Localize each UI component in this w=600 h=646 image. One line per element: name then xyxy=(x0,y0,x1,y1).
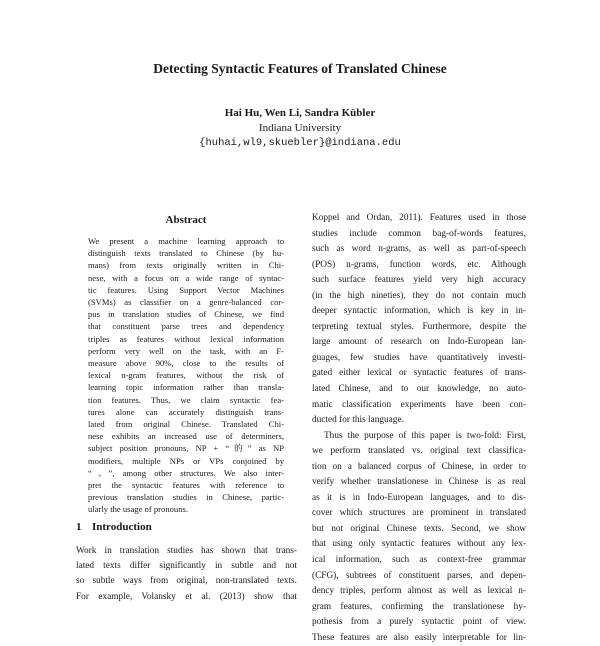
abstract-line: tures alone can accurately distinguish trans- xyxy=(88,406,284,417)
paragraph-line: dency triples, perform almost as well as lexical n- xyxy=(312,586,526,597)
abstract-line: mans) from texts originally written in Chi- xyxy=(88,260,284,271)
paragraph-line: These features are also easily interpretable for lin- xyxy=(312,632,526,643)
abstract-line: (SVMs) as classifier on a genre-balanced cor- xyxy=(88,297,284,308)
paragraph-line: pothesis from a purely syntactic point of view. xyxy=(312,617,526,628)
abstract-line: perform very well on the task, with an F- xyxy=(88,345,284,356)
intro-line: Work in translation studies has shown that trans- xyxy=(76,546,297,556)
abstract-line: ularly the usage of pronouns. xyxy=(88,504,188,515)
paragraph-line: lated Chinese, and to our knowledge, no auto- xyxy=(312,384,526,395)
paragraph-line: studies include common bag-of-words features, xyxy=(312,228,526,239)
abstract-line: modifiers, multiple NPs or VPs conjoined by xyxy=(88,455,284,466)
paragraph-line: large amount of research on Indo-European lan- xyxy=(312,337,526,348)
paragraph-line: such surface features yield very high accuracy xyxy=(312,275,526,286)
paragraph-line: terpreting textual styles. Furthermore, despite the xyxy=(312,321,526,332)
introduction-body xyxy=(76,544,297,605)
abstract-line: pret the syntactic features with reference to xyxy=(88,480,284,491)
abstract-body xyxy=(88,235,284,516)
section-number: 1 xyxy=(76,521,82,533)
paragraph-line: tion on a balanced corpus of Chinese, in order to xyxy=(312,461,526,472)
paragraph-line: but not original Chinese texts. Second, we show xyxy=(312,523,526,534)
abstract-line: nese exhibits an increased use of determiners, xyxy=(88,431,284,442)
paragraph-line: ical information, such as context-free grammar xyxy=(312,555,526,566)
right-column-paragraph-1 xyxy=(312,211,526,429)
abstract-line: nese, with a focus on a wide range of syntac- xyxy=(88,272,284,283)
author-names: Hai Hu, Wen Li, Sandra Kübler xyxy=(224,107,376,119)
intro-line: so subtle ways from original, non-translated texts. xyxy=(76,576,297,587)
paragraph-line: that using only syntactic features without any lex- xyxy=(312,539,526,550)
section-title: Introduction xyxy=(92,521,152,533)
paragraph-line: deeper syntactic information, which is key in in- xyxy=(312,306,526,317)
abstract-line: distinguish texts translated to Chinese (by hu- xyxy=(88,248,284,259)
abstract-line: pus in translation studies of Chinese, we find xyxy=(88,309,284,320)
abstract-line: “、”, among other structures. We also inter- xyxy=(88,467,284,478)
abstract-line: subject position pronouns, NP + “的” as NP xyxy=(88,443,284,454)
paper-title: Detecting Syntactic Features of Translated Chinese xyxy=(153,61,447,76)
paragraph-line: gram features, confirming the translationese hy- xyxy=(312,601,526,612)
section-heading-introduction xyxy=(76,520,296,534)
abstract-line: tion features. Thus, we claim syntactic fea- xyxy=(88,394,284,405)
paragraph-line: such as word n-grams, as well as part-of-speech xyxy=(312,244,526,255)
abstract-line: previous translation studies in Chinese, partic- xyxy=(88,492,284,503)
paragraph-line: (POS) n-grams, function words, etc. Although xyxy=(312,259,526,270)
paragraph-line: verify whether translationese in Chinese is as real xyxy=(312,477,526,488)
abstract-heading: Abstract xyxy=(165,214,207,226)
abstract-line: lated from original Chinese. Translated Chi- xyxy=(88,419,284,430)
paragraph-line: matic classification experiments have been con- xyxy=(312,399,526,410)
right-column xyxy=(312,211,526,646)
abstract-line: that constituent parse trees and dependency xyxy=(88,321,284,332)
paragraph-line: as it is in Indo-European languages, and to dis- xyxy=(312,492,526,503)
paragraph-line: guages, few studies have quantitatively investi- xyxy=(312,352,526,363)
paragraph-line: gated either lexical or syntactic features of trans- xyxy=(312,368,526,379)
abstract-line: tic features. Using Support Vector Machines xyxy=(88,284,284,295)
abstract-line: triples as features without lexical information xyxy=(88,333,284,344)
paragraph-line: we perform translated vs. original text classifica- xyxy=(312,446,526,457)
intro-line: lated texts differ significantly in subtle and not xyxy=(76,561,297,572)
abstract-line: We present a machine learning approach to xyxy=(88,236,284,246)
paragraph-line: (in the high nineties), they do not contain much xyxy=(312,290,526,301)
paragraph-line: cover which structures are prominent in translated xyxy=(312,508,526,519)
paragraph-line: Koppel and Ordan, 2011). Features used in those xyxy=(312,213,526,223)
intro-line: For example, Volansky et al. (2013) show that xyxy=(76,591,297,602)
author-affiliation: Indiana University xyxy=(258,122,342,134)
abstract-line: learning topic information rather than transla- xyxy=(88,382,284,393)
paragraph-line: Thus the purpose of this paper is two-fold: First, xyxy=(324,430,526,441)
paragraph-line: ducted for this language. xyxy=(312,415,404,426)
paragraph-line: (CFG), subtrees of constituent parses, and depen- xyxy=(312,570,526,581)
abstract-line: measure above 90%, close to the results of xyxy=(88,358,284,369)
abstract-line: lexical n-gram features, without the risk of xyxy=(88,370,284,381)
right-column-paragraph-2 xyxy=(312,429,526,646)
author-emails: {huhai,wl9,skuebler}@indiana.edu xyxy=(199,137,401,149)
